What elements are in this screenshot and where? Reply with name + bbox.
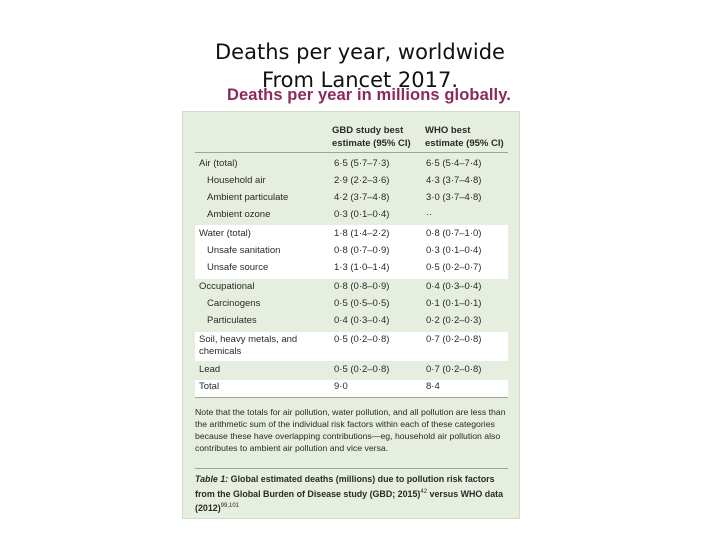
table-panel: [182, 111, 520, 519]
header-divider: [195, 152, 508, 153]
gbd-header-line2: estimate (95% CI): [332, 138, 411, 149]
table-row: [195, 158, 508, 175]
row-label: Carcinogens: [207, 298, 261, 309]
who-value: 0·1 (0·1–0·1): [426, 298, 482, 309]
gbd-header: [332, 124, 411, 150]
table-row: [195, 175, 508, 192]
caption-text-2: versus WHO data (2012): [195, 488, 504, 513]
row-label: Occupational: [199, 281, 255, 292]
who-header-line1: WHO best: [425, 125, 471, 136]
note-divider: [195, 468, 508, 469]
row-label: Household air: [207, 175, 266, 186]
gbd-value: 9·0: [334, 381, 348, 392]
table-row-total: [195, 380, 508, 397]
table-row: [195, 245, 508, 262]
gbd-value: 0·5 (0·2–0·8): [334, 334, 390, 345]
row-label: Particulates: [207, 315, 257, 326]
table-row: [195, 364, 508, 381]
who-value: 0·8 (0·7–1·0): [426, 228, 482, 239]
table-row: [195, 315, 508, 332]
row-label: Total: [199, 381, 220, 392]
row-label: Ambient ozone: [207, 209, 271, 220]
gbd-value: 0·5 (0·2–0·8): [334, 364, 390, 375]
table-row: [195, 281, 508, 298]
table-row: [195, 228, 508, 245]
table-number: Table 1:: [195, 474, 229, 484]
slide-title: Deaths per year, worldwide: [215, 40, 505, 64]
who-value: 0·7 (0·2–0·8): [426, 334, 482, 345]
row-label: Lead: [199, 364, 221, 375]
table-row: [195, 262, 508, 279]
table-note: Note that the totals for air pollution, water pollution, and all pollution are less than the arithmetic sum of the individual risk factors within each of these categories because these have overlapping contributions—eg, household air pollution also contributes to ambient air pollution and vice versa.: [195, 407, 506, 453]
row-label: Air (total): [199, 158, 238, 169]
row-label: Unsafe sanitation: [207, 245, 281, 256]
table-row: [195, 209, 508, 226]
who-value: 4·3 (3·7–4·8): [426, 175, 482, 186]
who-value: ··: [426, 209, 433, 220]
table-caption: [195, 473, 513, 514]
who-value: 6·5 (5·4–7·4): [426, 158, 482, 169]
who-value: 0·5 (0·2–0·7): [426, 262, 482, 273]
gbd-value: 0·8 (0·7–0·9): [334, 245, 390, 256]
table-bottom-divider: [195, 397, 508, 398]
row-label: Unsafe source: [207, 262, 269, 273]
slide-subtitle: From Lancet 2017.: [261, 68, 459, 92]
gbd-value: 0·5 (0·5–0·5): [334, 298, 390, 309]
gbd-value: 6·5 (5·7–7·3): [334, 158, 390, 169]
gbd-value: 0·3 (0·1–0·4): [334, 209, 390, 220]
table-row: [195, 332, 508, 361]
gbd-value: 0·4 (0·3–0·4): [334, 315, 390, 326]
caption-ref: 42: [420, 488, 428, 495]
caption-text: Global estimated deaths (millions) due to pollution risk factors from the Global Burden of Disease study (GBD; 2015): [195, 474, 495, 499]
who-header: [425, 124, 504, 150]
who-value: 8·4: [426, 381, 440, 392]
gbd-value: 0·8 (0·8–0·9): [334, 281, 390, 292]
row-label: Soil, heavy metals, and chemicals: [199, 334, 298, 357]
gbd-header-line1: GBD study best: [332, 125, 404, 136]
row-label: Water (total): [199, 228, 251, 239]
who-value: 0·4 (0·3–0·4): [426, 281, 482, 292]
who-value: 0·3 (0·1–0·4): [426, 245, 482, 256]
who-header-line2: estimate (95% CI): [425, 138, 504, 149]
gbd-value: 2·9 (2·2–3·6): [334, 175, 390, 186]
gbd-value: 1·8 (1·4–2·2): [334, 228, 390, 239]
who-value: 0·7 (0·2–0·8): [426, 364, 482, 375]
gbd-value: 4·2 (3·7–4·8): [334, 192, 390, 203]
chart-caption: Deaths per year in millions globally.: [227, 86, 511, 104]
who-value: 0·2 (0·2–0·3): [426, 315, 482, 326]
gbd-value: 1·3 (1·0–1·4): [334, 262, 390, 273]
table-row: [195, 298, 508, 315]
row-label: Ambient particulate: [207, 192, 289, 203]
caption-ref-2: 99,101: [220, 502, 240, 509]
table-row: [195, 192, 508, 209]
who-value: 3·0 (3·7–4·8): [426, 192, 482, 203]
